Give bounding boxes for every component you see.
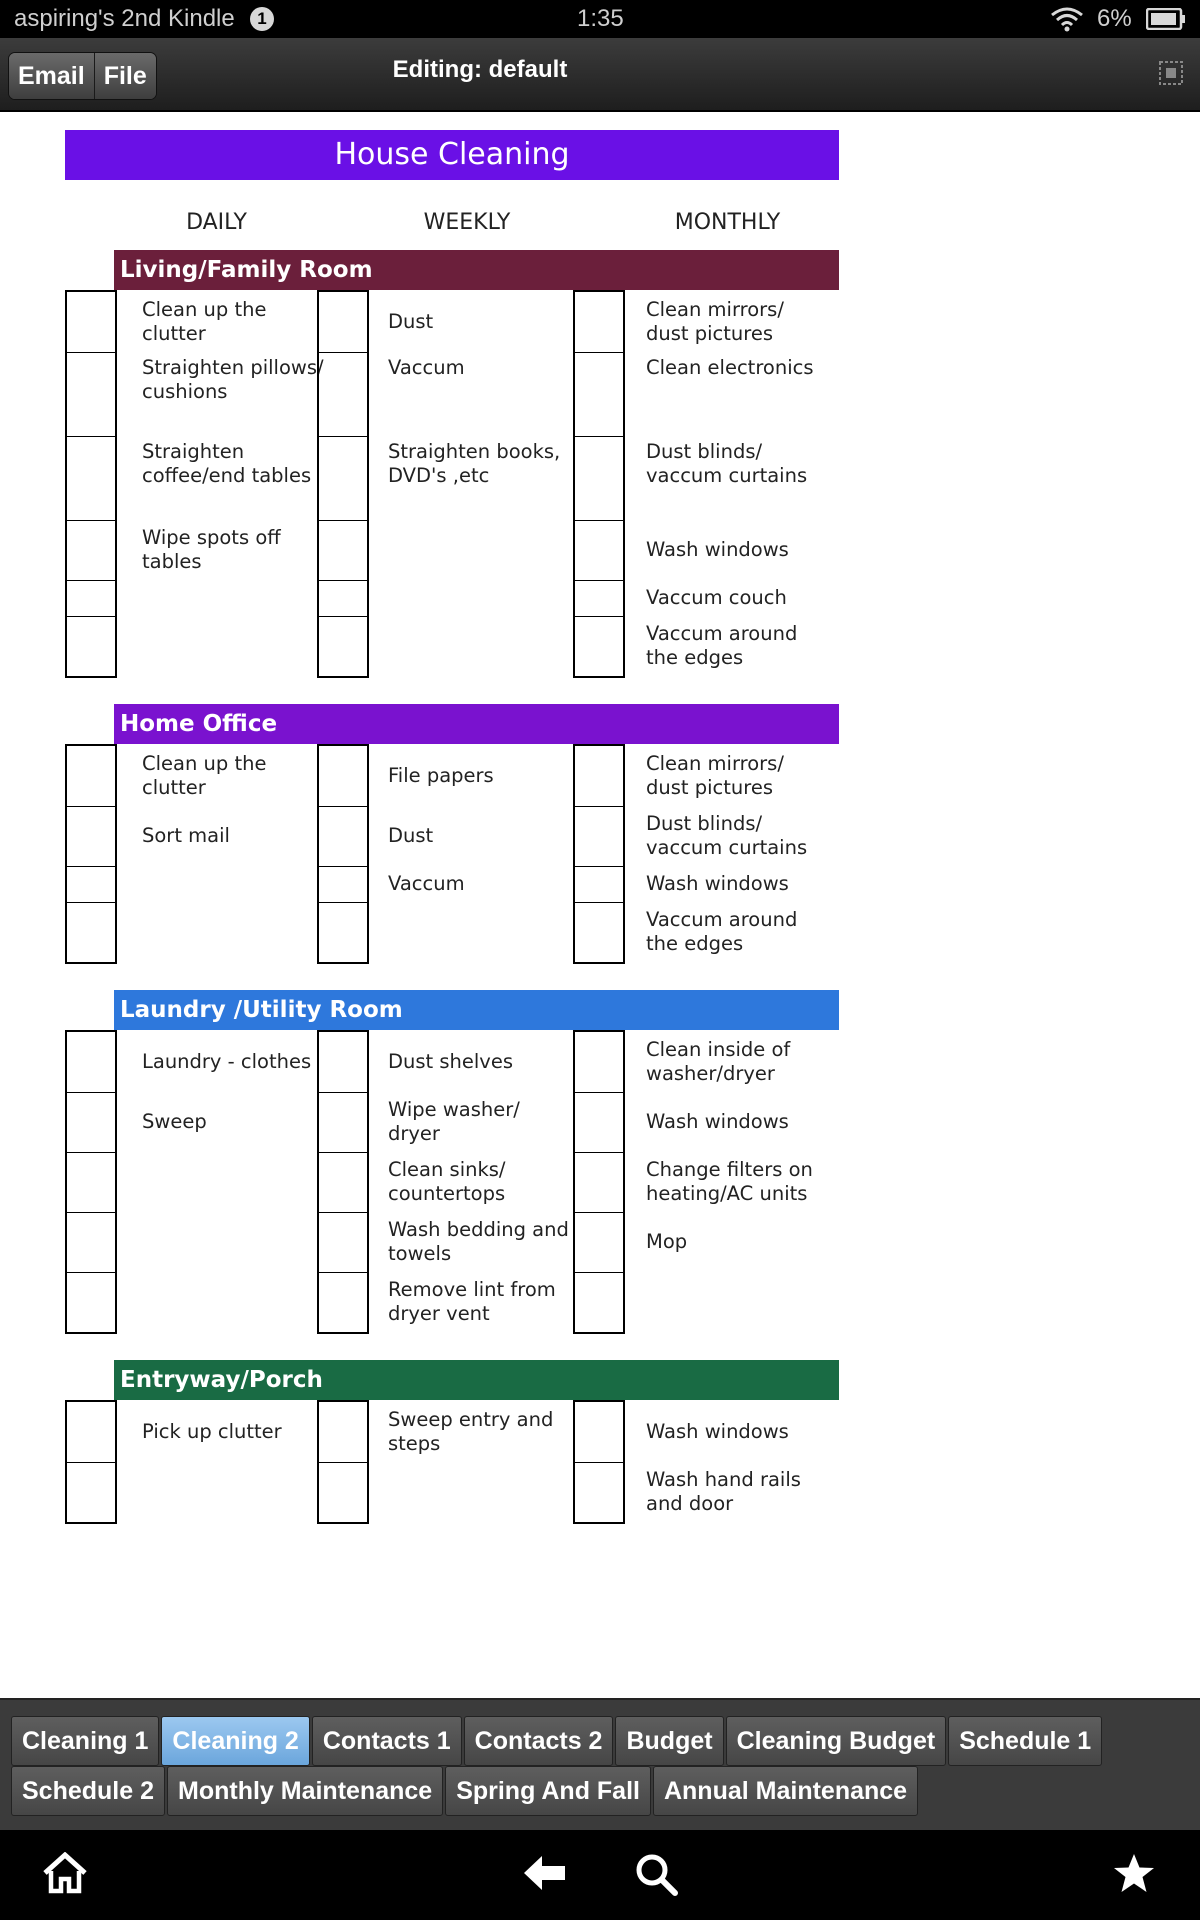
task-label: Wash hand rails and door — [646, 1468, 801, 1515]
checkbox-column-weekly — [317, 744, 369, 964]
task-label: Wash windows — [646, 1420, 789, 1443]
toolbar — [0, 38, 1200, 112]
sheet-title: House Cleaning — [65, 130, 839, 180]
task-checkbox[interactable] — [67, 806, 115, 866]
task-label: Clean electronics — [646, 356, 814, 379]
task-label: Vaccum — [388, 356, 465, 379]
sheet-tab[interactable]: Cleaning 1 — [11, 1716, 159, 1766]
task-checkbox[interactable] — [575, 1462, 623, 1522]
task-label: Vaccum around the edges — [646, 622, 798, 669]
task-checkbox[interactable] — [319, 1212, 367, 1272]
task-checkbox[interactable] — [575, 616, 623, 676]
task-label: Dust shelves — [388, 1050, 514, 1073]
task-checkbox[interactable] — [319, 806, 367, 866]
task-checkbox[interactable] — [575, 746, 623, 806]
task-checkbox[interactable] — [67, 1032, 115, 1092]
section-header: Home Office — [114, 704, 839, 744]
sheet-tab[interactable]: Cleaning Budget — [726, 1716, 947, 1766]
task-checkbox[interactable] — [67, 616, 115, 676]
task-label: Clean up the clutter — [142, 752, 267, 799]
task-checkbox[interactable] — [575, 352, 623, 436]
sheet-tab[interactable]: Monthly Maintenance — [167, 1766, 443, 1816]
task-label: Pick up clutter — [142, 1420, 282, 1443]
task-checkbox[interactable] — [575, 1152, 623, 1212]
navigation-bar — [0, 1830, 1200, 1920]
sheet-tab[interactable]: Cleaning 2 — [161, 1716, 309, 1766]
task-checkbox[interactable] — [67, 1092, 115, 1152]
task-label: Clean sinks/ countertops — [388, 1158, 506, 1205]
section-header: Laundry /Utility Room — [114, 990, 839, 1030]
checkbox-column-daily — [65, 1400, 117, 1524]
notification-badge[interactable]: 1 — [250, 7, 274, 31]
clock: 1:35 — [577, 5, 624, 32]
sheet-tab[interactable]: Budget — [615, 1716, 723, 1766]
sheet-tab[interactable]: Contacts 1 — [312, 1716, 462, 1766]
task-checkbox[interactable] — [67, 1272, 115, 1332]
task-label: Mop — [646, 1230, 688, 1253]
checkbox-column-daily — [65, 290, 117, 678]
device-name: aspiring's 2nd Kindle — [14, 5, 235, 32]
task-label: Sort mail — [142, 824, 230, 847]
task-label: File papers — [388, 764, 494, 787]
task-label: Sweep entry and steps — [388, 1408, 554, 1455]
task-checkbox[interactable] — [319, 1032, 367, 1092]
checkbox-column-weekly — [317, 1400, 369, 1524]
task-label: Wipe spots off tables — [142, 526, 281, 573]
fullscreen-icon[interactable] — [1158, 60, 1184, 90]
task-checkbox[interactable] — [67, 436, 115, 520]
task-checkbox[interactable] — [575, 580, 623, 616]
task-label: Wash windows — [646, 872, 789, 895]
task-checkbox[interactable] — [67, 902, 115, 962]
battery-percent: 6% — [1097, 5, 1132, 32]
task-label: Clean mirrors/ dust pictures — [646, 298, 784, 345]
section-header: Entryway/Porch — [114, 1360, 839, 1400]
task-label: Dust — [388, 310, 434, 333]
task-checkbox[interactable] — [575, 292, 623, 352]
task-checkbox[interactable] — [319, 1402, 367, 1462]
task-checkbox[interactable] — [575, 1272, 623, 1332]
task-label: Wipe washer/ dryer — [388, 1098, 520, 1145]
task-label: Straighten pillows/ cushions — [142, 356, 324, 403]
task-label: Laundry - clothes — [142, 1050, 312, 1073]
task-label: Sweep — [142, 1110, 207, 1133]
spreadsheet — [0, 112, 1200, 1698]
sheet-tab[interactable]: Annual Maintenance — [653, 1766, 918, 1816]
column-header-monthly: MONTHLY — [674, 210, 781, 235]
task-label: Dust — [388, 824, 434, 847]
task-checkbox[interactable] — [575, 1212, 623, 1272]
task-checkbox[interactable] — [575, 1032, 623, 1092]
task-checkbox[interactable] — [575, 902, 623, 962]
task-checkbox[interactable] — [319, 866, 367, 902]
checkbox-column-monthly — [573, 1030, 625, 1334]
task-label: Vaccum around the edges — [646, 908, 798, 955]
task-label: Remove lint from dryer vent — [388, 1278, 556, 1325]
task-checkbox[interactable] — [319, 746, 367, 806]
task-checkbox[interactable] — [319, 902, 367, 962]
task-label: Wash bedding and towels — [388, 1218, 569, 1265]
wifi-icon — [1050, 6, 1084, 39]
search-icon[interactable] — [634, 1852, 678, 1900]
task-label: Wash windows — [646, 538, 789, 561]
task-checkbox[interactable] — [319, 616, 367, 676]
task-checkbox[interactable] — [319, 1092, 367, 1152]
battery-icon — [1146, 8, 1186, 37]
task-checkbox[interactable] — [575, 866, 623, 902]
email-button[interactable]: Email — [9, 53, 95, 99]
checkbox-column-daily — [65, 744, 117, 964]
task-checkbox[interactable] — [67, 352, 115, 436]
task-label: Dust blinds/ vaccum curtains — [646, 440, 808, 487]
task-checkbox[interactable] — [67, 292, 115, 352]
favorites-icon[interactable] — [1112, 1852, 1156, 1898]
sheet-tabs — [0, 1698, 1200, 1832]
task-checkbox[interactable] — [67, 580, 115, 616]
sheet-tab[interactable]: Spring And Fall — [445, 1766, 651, 1816]
task-checkbox[interactable] — [319, 1272, 367, 1332]
task-checkbox[interactable] — [319, 1462, 367, 1522]
task-checkbox[interactable] — [319, 436, 367, 520]
task-label: Vaccum — [388, 872, 465, 895]
sheet-tab[interactable]: Schedule 2 — [11, 1766, 165, 1816]
checkbox-column-weekly — [317, 290, 369, 678]
section-header: Living/Family Room — [114, 250, 839, 290]
home-icon[interactable] — [42, 1852, 88, 1898]
sheet-tab-row-2 — [11, 1766, 920, 1816]
checkbox-column-monthly — [573, 744, 625, 964]
sheet-tab[interactable]: Schedule 1 — [948, 1716, 1102, 1766]
task-label: Clean up the clutter — [142, 298, 267, 345]
checkbox-column-daily — [65, 1030, 117, 1334]
task-label: Vaccum couch — [646, 586, 787, 609]
file-button[interactable]: File — [95, 53, 156, 99]
back-icon[interactable] — [522, 1852, 568, 1898]
task-label: Wash windows — [646, 1110, 789, 1133]
sheet-tab[interactable]: Contacts 2 — [464, 1716, 614, 1766]
task-checkbox[interactable] — [575, 520, 623, 580]
task-checkbox[interactable] — [67, 1152, 115, 1212]
task-checkbox[interactable] — [67, 746, 115, 806]
task-checkbox[interactable] — [575, 1092, 623, 1152]
task-checkbox[interactable] — [319, 520, 367, 580]
checkbox-column-monthly — [573, 1400, 625, 1524]
task-label: Clean inside of washer/dryer — [646, 1038, 791, 1085]
task-checkbox[interactable] — [67, 1462, 115, 1522]
task-label: Clean mirrors/ dust pictures — [646, 752, 784, 799]
task-label: Straighten coffee/end tables — [142, 440, 312, 487]
task-checkbox[interactable] — [319, 1152, 367, 1212]
task-checkbox[interactable] — [575, 436, 623, 520]
task-checkbox[interactable] — [67, 1212, 115, 1272]
task-checkbox[interactable] — [575, 806, 623, 866]
task-checkbox[interactable] — [67, 1402, 115, 1462]
task-checkbox[interactable] — [67, 866, 115, 902]
task-label: Straighten books, DVD's ,etc — [388, 440, 561, 487]
status-bar — [0, 0, 1200, 38]
task-checkbox[interactable] — [319, 580, 367, 616]
task-checkbox[interactable] — [319, 292, 367, 352]
checkbox-column-weekly — [317, 1030, 369, 1334]
task-label: Change filters on heating/AC units — [646, 1158, 813, 1205]
sheet-tab-row-1 — [11, 1716, 1104, 1766]
task-checkbox[interactable] — [575, 1402, 623, 1462]
task-checkbox[interactable] — [319, 352, 367, 436]
checkbox-column-monthly — [573, 290, 625, 678]
column-header-daily: DAILY — [186, 210, 247, 235]
editing-title: Editing: default — [392, 56, 568, 83]
column-header-weekly: WEEKLY — [423, 210, 511, 235]
task-label: Dust blinds/ vaccum curtains — [646, 812, 808, 859]
task-checkbox[interactable] — [67, 520, 115, 580]
